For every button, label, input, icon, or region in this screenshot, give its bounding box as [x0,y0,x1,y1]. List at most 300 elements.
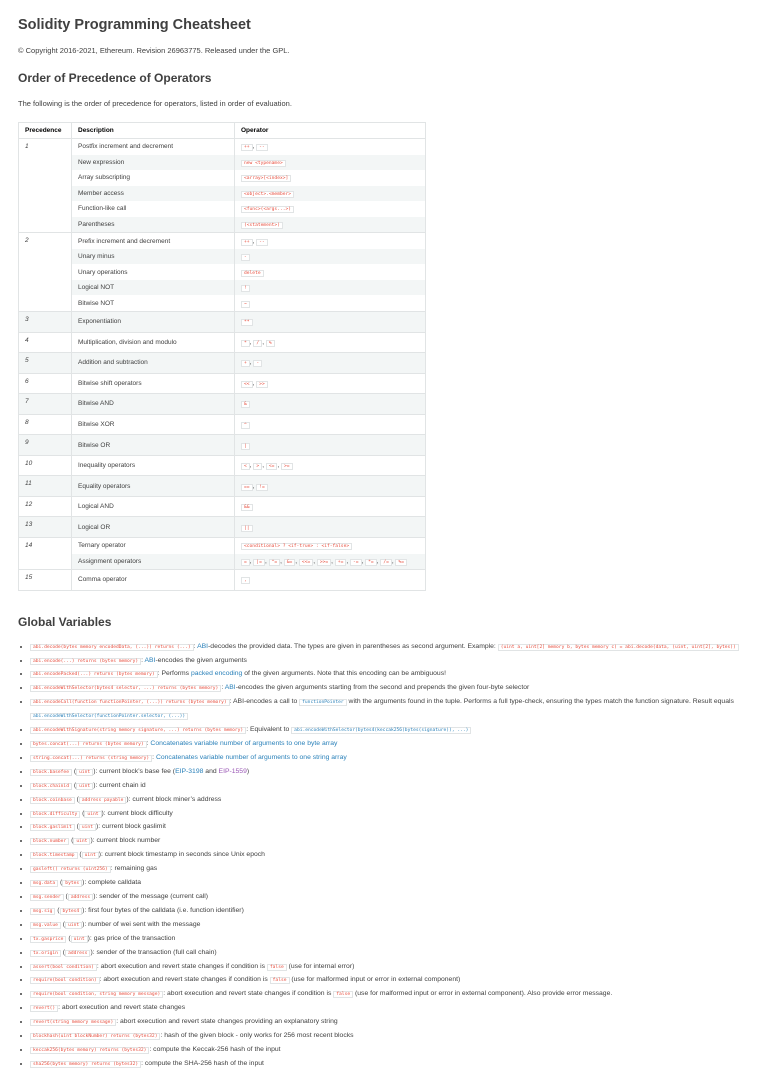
table-row [19,264,426,280]
precedence-intro: The following is the order of precedence for operators, listed in order of evaluation. [18,99,292,108]
precedence-level: 3 [19,312,72,333]
list-item [30,933,750,947]
list-item [30,808,750,822]
operator-code: <= [266,463,278,470]
item-text: : [152,753,156,761]
item-text: ): gas price of the transaction [87,934,176,942]
precedence-level: 1 [19,139,72,233]
item-text: : [193,642,198,650]
item-text: ( [55,906,60,914]
code-snippet: abi.encodeWithSelector(bytes4 selector, ...) returns (bytes memory) [30,685,221,692]
operator-code: ^ [241,422,250,429]
code-snippet: keccak256(bytes memory) returns (bytes32) [30,1047,149,1054]
operator-description: Prefix increment and decrement [72,233,235,249]
table-row [19,217,426,233]
list-item [30,905,750,919]
operator-description: Logical OR [72,517,235,538]
table-row [19,517,426,538]
operator-code: - [241,254,250,261]
list-item [30,919,750,933]
code-snippet: bytes.concat(...) returns (bytes memory) [30,741,147,748]
item-text: : abort execution and revert state changes if condition is [96,962,267,970]
operator-cell [235,201,426,217]
item-text: ( [74,823,79,831]
column-header-description: Description [72,123,235,139]
operator-code: -= [350,559,362,566]
code-snippet: false [270,977,290,984]
item-text: ( [77,851,82,859]
operator-cell [235,414,426,435]
operator-description: Array subscripting [72,170,235,186]
code-snippet: abi.decode(bytes memory encodedData, (...)) returns (...) [30,644,194,651]
item-text: ( [58,879,63,887]
separator: , [277,462,281,470]
code-snippet: uint [71,936,88,943]
separator: , [376,557,381,565]
global-variables-heading: Global Variables [18,614,112,629]
code-snippet: msg.sender [30,894,64,901]
code-snippet: abi.encodeWithSignature(string memory signature, ...) returns (bytes memory) [30,727,246,734]
operator-code: / [253,340,262,347]
list-item [30,766,750,780]
item-text: -decodes the provided data. The types are given in parentheses as second argument. Example: [208,642,498,650]
operator-description: Unary minus [72,249,235,265]
separator: , [361,557,366,565]
precedence-table-body [19,139,426,591]
operator-code: >= [281,463,293,470]
code-snippet: abi.encodeWithSelector(bytes4(keccak256(bytes(signature)), ...) [291,727,471,734]
list-item [30,668,750,682]
operator-cell [235,332,426,353]
operator-description: Unary operations [72,264,235,280]
operator-description: Function-like call [72,201,235,217]
global-variables-list [18,641,750,1072]
item-text: ( [74,795,79,803]
operator-cell [235,455,426,476]
code-snippet: uint [79,824,96,831]
separator: , [280,557,284,565]
item-text: -encodes the given arguments starting from the second and prepends the given four-byte selector [235,684,530,692]
precedence-level: 13 [19,517,72,538]
code-snippet: block.chainid [30,783,72,790]
list-item [30,1058,750,1072]
list-item [30,780,750,794]
code-snippet: address [65,950,90,957]
separator: , [252,482,257,490]
operator-code: * [241,340,250,347]
operator-cell [235,170,426,186]
operator-cell [235,517,426,538]
item-text: ( [60,948,66,956]
separator: , [264,557,269,565]
item-text: : [141,656,145,664]
operator-code: <array>[<index>] [241,175,291,182]
list-item [30,655,750,669]
code-snippet: revert() [30,1005,58,1012]
list-item [30,1030,750,1044]
list-item [30,738,750,752]
code-snippet: abi.encodeWithSelector(functionPointer.selector, (...)) [30,713,188,720]
precedence-level: 10 [19,455,72,476]
code-snippet: require(bool condition, string memory message) [30,991,163,998]
operator-cell [235,476,426,497]
code-snippet: sha256(bytes memory) returns (bytes32) [30,1061,141,1068]
separator: , [331,557,335,565]
operator-code: delete [241,270,264,277]
operator-code: && [241,504,253,511]
table-row [19,455,426,476]
item-text: and [203,767,219,775]
doc-link[interactable]: ABI [197,642,209,650]
precedence-table [18,122,426,591]
item-text: ): current block miner’s address [126,795,222,803]
code-snippet: msg.data [30,880,58,887]
operator-description: Member access [72,186,235,202]
operator-cell [235,186,426,202]
separator: , [249,557,254,565]
operator-code: ++ [241,239,253,246]
operator-code: ! [241,285,250,292]
item-text: ): first four bytes of the calldata (i.e. function identifier) [82,906,244,914]
item-text: ): current block gaslimit [95,823,166,831]
doc-link[interactable]: EIP-3198 [175,767,204,775]
table-row [19,373,426,394]
item-text: : abort execution and revert state changes providing an explanatory string [116,1018,338,1026]
list-item [30,988,750,1002]
item-text: ): current block’s base fee ( [93,767,176,775]
item-text: : abort execution and revert state changes if condition is [163,990,334,998]
table-row [19,332,426,353]
operator-description: Equality operators [72,476,235,497]
operator-code: /= [380,559,392,566]
item-text: : compute the Keccak-256 hash of the input [149,1045,281,1053]
list-item [30,724,750,738]
separator: , [249,462,254,470]
code-snippet: blockhash(uint blockNumber) returns (bytes32) [30,1033,160,1040]
item-text: : abort execution and revert state changes if condition is [99,976,270,984]
table-row [19,155,426,171]
item-text: (use for internal error) [286,962,355,970]
table-row [19,554,426,570]
doc-link[interactable]: packed encoding [190,670,243,678]
item-text: ): complete calldata [82,879,142,887]
code-snippet: block.basefee [30,769,72,776]
operator-code: <func>(<args...>) [241,206,294,213]
operator-cell [235,280,426,296]
code-snippet: uint [82,852,99,859]
operator-description: New expression [72,155,235,171]
item-text: ) [246,767,250,775]
list-item [30,961,750,975]
code-snippet: uint [76,783,93,790]
operator-code: = [241,559,250,566]
item-text: : compute the SHA-256 hash of the input [141,1059,264,1067]
item-text: : [221,684,225,692]
operator-code: %= [395,559,407,566]
operator-code: > [253,463,262,470]
list-item [30,877,750,891]
operator-code: - [253,360,262,367]
code-snippet: tx.gasprice [30,936,66,943]
code-snippet: assert(bool condition) [30,964,97,971]
item-text: : [146,740,151,748]
precedence-level: 8 [19,414,72,435]
separator: , [391,557,396,565]
item-text: ): current block difficulty [101,809,173,817]
table-row [19,353,426,374]
operator-description: Parentheses [72,217,235,233]
code-snippet: block.timestamp [30,852,78,859]
list-item [30,794,750,808]
column-header-precedence: Precedence [19,123,72,139]
page-title: Solidity Programming Cheatsheet [18,17,251,33]
operator-cell [235,435,426,456]
list-item [30,696,750,724]
separator: , [252,379,257,387]
operator-code: ++ [241,144,253,151]
separator: , [313,557,317,565]
separator: , [249,338,254,346]
operator-description: Addition and subtraction [72,353,235,374]
operator-description: Exponentiation [72,312,235,333]
list-item [30,1002,750,1016]
doc-link[interactable]: Concatenates variable number of arguments to one string array [155,753,347,761]
list-item [30,1044,750,1058]
code-snippet: require(bool condition) [30,977,100,984]
table-row [19,414,426,435]
column-header-operator: Operator [235,123,426,139]
code-snippet: address payable [79,797,127,804]
operator-cell [235,295,426,311]
table-row [19,496,426,517]
code-snippet: block.coinbase [30,797,75,804]
operator-description: Logical AND [72,496,235,517]
code-snippet: tx.origin [30,950,61,957]
operator-code: &= [284,559,296,566]
code-snippet: msg.sig [30,908,55,915]
code-snippet: bytes4 [60,908,83,915]
operator-code: <object>.<member> [241,191,294,198]
code-snippet: string.concat(...) returns (string memory) [30,755,152,762]
table-row [19,249,426,265]
visited-doc-link[interactable]: EIP-1559 [218,767,247,775]
doc-link[interactable]: Concatenates variable number of arguments to one byte array [150,740,338,748]
operator-cell [235,554,426,570]
item-text: ( [63,892,68,900]
code-snippet: false [267,964,287,971]
table-row [19,170,426,186]
list-item [30,641,750,655]
operator-cell [235,155,426,171]
operator-code: >>= [317,559,331,566]
precedence-level: 7 [19,394,72,415]
operator-code: + [241,360,250,367]
precedence-level: 6 [19,373,72,394]
code-snippet: abi.encodePacked(...) returns (bytes memory) [30,671,158,678]
precedence-heading: Order of Precedence of Operators [18,71,212,85]
operator-description: Bitwise shift operators [72,373,235,394]
list-item [30,863,750,877]
code-snippet: gasleft() returns (uint256) [30,866,111,873]
item-text: : abort execution and revert state changes [58,1004,186,1012]
operator-description: Assignment operators [72,554,235,570]
item-text: ( [60,920,66,928]
separator: , [295,557,299,565]
list-item [30,1016,750,1030]
item-text: ( [80,809,85,817]
operator-code: == [241,484,253,491]
code-snippet: address [68,894,93,901]
table-row [19,394,426,415]
item-text: of the given arguments. Note that this encoding can be ambiguous! [242,670,447,678]
precedence-level: 2 [19,233,72,312]
separator: , [252,143,257,151]
operator-description: Comma operator [72,570,235,591]
operator-code: || [241,525,253,532]
operator-code: -- [256,239,268,246]
table-row [19,435,426,456]
item-text: with the arguments found in the tuple. Performs a full type-check, ensuring the types match the function signature. Result equals [346,698,734,706]
table-row [19,139,426,155]
operator-code: <conditional> ? <if-true> : <if-false> [241,543,352,550]
operator-code: -- [256,144,268,151]
operator-description: Bitwise AND [72,394,235,415]
table-row [19,312,426,333]
code-snippet: (uint a, uint[2] memory b, bytes memory c) = abi.decode(data, (uint, uint[2], bytes)) [498,644,739,651]
operator-cell [235,264,426,280]
separator: , [249,359,254,367]
separator: , [262,462,266,470]
operator-cell [235,312,426,333]
precedence-level: 14 [19,538,72,570]
operator-code: , [241,577,250,584]
precedence-level: 11 [19,476,72,497]
code-snippet: block.difficulty [30,811,80,818]
code-snippet: uint [65,922,82,929]
operator-code: <<= [299,559,313,566]
operator-description: Postfix increment and decrement [72,139,235,155]
precedence-level: 4 [19,332,72,353]
item-text: ): current chain id [93,781,146,789]
operator-cell [235,217,426,233]
operator-cell [235,496,426,517]
operator-description: Multiplication, division and modulo [72,332,235,353]
operator-code: |= [253,559,265,566]
item-text: ( [71,781,77,789]
operator-code: ^= [269,559,281,566]
operator-description: Bitwise NOT [72,295,235,311]
operator-description: Logical NOT [72,280,235,296]
code-snippet: msg.value [30,922,61,929]
separator: , [346,557,350,565]
operator-cell [235,373,426,394]
code-snippet: block.gaslimit [30,824,75,831]
operator-code: < [241,463,250,470]
table-row [19,201,426,217]
item-text: ): current block timestamp in seconds since Unix epoch [98,851,265,859]
item-text: (use for malformed input or error in external component). Also provide error message. [353,990,613,998]
operator-code: % [266,340,275,347]
code-snippet: uint [84,811,101,818]
operator-code: (<statement>) [241,222,283,229]
code-snippet: uint [73,838,90,845]
operator-cell [235,538,426,554]
list-item [30,752,750,766]
code-snippet: block.number [30,838,69,845]
list-item [30,835,750,849]
item-text: : ABI-encodes a call to [229,698,300,706]
item-text: ): sender of the transaction (full call chain) [90,948,217,956]
doc-link[interactable]: ABI [224,684,236,692]
operator-code: | [241,443,250,450]
copyright-notice: © Copyright 2016-2021, Ethereum. Revision 26963775. Released under the GPL. [18,46,290,55]
item-text: : Equivalent to [246,726,292,734]
item-text: ): sender of the message (current call) [93,892,209,900]
operator-cell [235,570,426,591]
operator-code: *= [365,559,377,566]
code-snippet: functionPointer [299,699,347,706]
operator-code: << [241,381,253,388]
precedence-level: 5 [19,353,72,374]
operator-cell [235,353,426,374]
operator-code: ~ [241,301,250,308]
item-text: ): current block number [90,837,161,845]
operator-code: += [335,559,347,566]
table-row [19,186,426,202]
item-text: : hash of the given block - only works for 256 most recent blocks [160,1032,354,1040]
operator-description: Bitwise OR [72,435,235,456]
precedence-table-header [19,123,426,139]
item-text: (use for malformed input or error in external component) [289,976,461,984]
list-item [30,849,750,863]
operator-description: Inequality operators [72,455,235,476]
precedence-level: 9 [19,435,72,456]
code-snippet: false [333,991,353,998]
list-item [30,821,750,835]
item-text: -encodes the given arguments [155,656,247,664]
item-text: ( [66,934,71,942]
table-row [19,233,426,249]
precedence-level: 12 [19,496,72,517]
item-text: ( [71,767,77,775]
operator-code: new <typename> [241,160,286,167]
code-snippet: uint [76,769,93,776]
table-row [19,570,426,591]
item-text: : Performs [157,670,191,678]
list-item [30,974,750,988]
precedence-level: 15 [19,570,72,591]
table-row [19,295,426,311]
operator-cell [235,139,426,155]
table-row [19,280,426,296]
operator-code: & [241,401,250,408]
operator-cell [235,233,426,249]
operator-description: Ternary operator [72,538,235,554]
operator-cell [235,394,426,415]
separator: , [262,338,266,346]
item-text: ): number of wei sent with the message [82,920,201,928]
code-snippet: abi.encodeCall(function functionPointer, (...)) returns (bytes memory) [30,699,230,706]
operator-code: >> [256,381,268,388]
separator: , [252,237,257,245]
doc-link[interactable]: ABI [144,656,156,664]
item-text: ( [69,837,74,845]
table-row [19,538,426,554]
code-snippet: abi.encode(...) returns (bytes memory) [30,658,141,665]
code-snippet: bytes [62,880,82,887]
table-row [19,476,426,497]
operator-code: ** [241,319,253,326]
